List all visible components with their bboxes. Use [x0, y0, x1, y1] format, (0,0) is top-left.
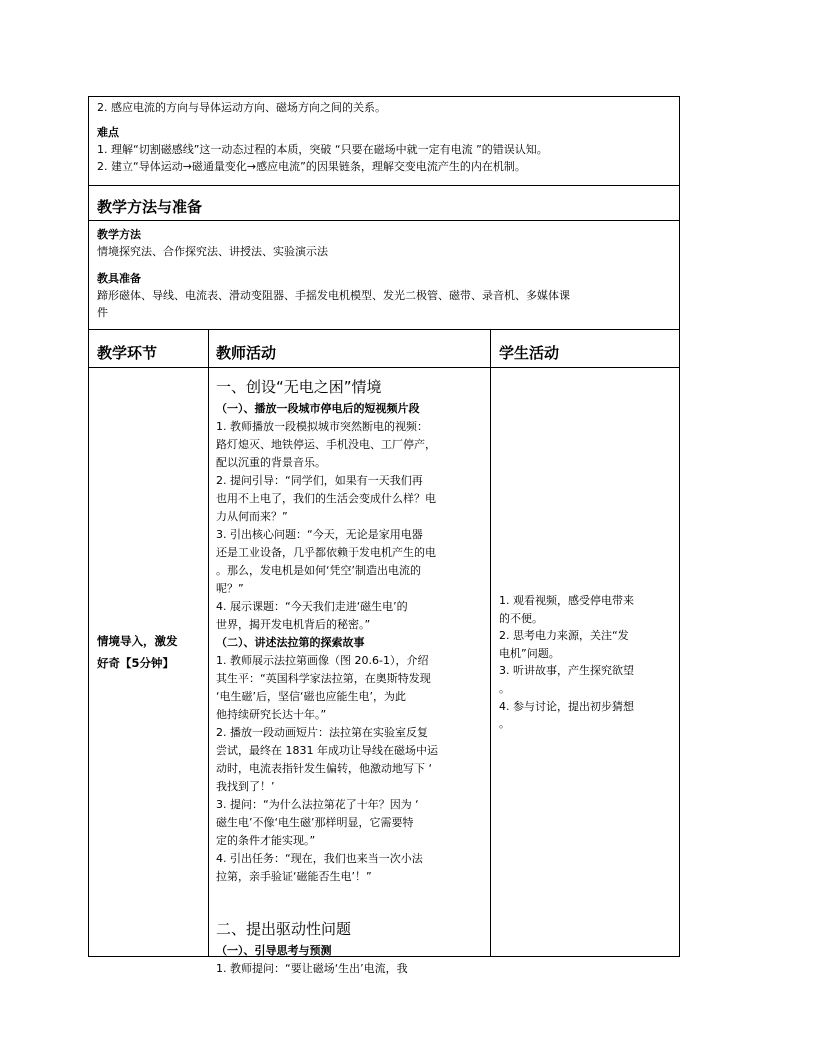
tools-text: 蹄形磁体、导线、电流表、滑动变阻器、手摇发电机模型、发光二极管、磁带、录音机、多媒体课 — [97, 289, 570, 302]
header-student: 学生活动 — [499, 344, 560, 362]
teacher-line: 4. 引出任务：“现在，我们也来当一次小法 — [216, 852, 423, 865]
teacher-line: 2. 提问引导：“同学们，如果有一天我们再 — [216, 474, 423, 487]
difficulty-title: 难点 — [97, 126, 119, 139]
teacher-line: 世界，揭开发电机背后的秘密。” — [216, 618, 371, 631]
teacher-line: 还是工业设备，几乎都依赖于发电机产生的电 — [216, 546, 436, 559]
teacher-line: 尝试，最终在 1831 年成功让导线在磁场中运 — [216, 744, 438, 757]
teacher-line: 2. 播放一段动画短片：法拉第在实验室反复 — [216, 726, 428, 739]
teacher-line: 定的条件才能实现。” — [216, 834, 316, 847]
teacher-line: 配以沉重的背景音乐。 — [216, 456, 326, 469]
teacher-subheading: （二）、讲述法拉第的探索故事 — [216, 636, 365, 649]
student-line: 1. 观看视频，感受停电带来 — [499, 594, 634, 607]
teacher-heading: 一、创设“无电之困”情境 — [216, 378, 382, 396]
teacher-line: 动时，电流表指针发生偏转，他激动地写下 ‘ — [216, 762, 432, 775]
teacher-line: 1. 教师展示法拉第画像（图 20.6-1），介绍 — [216, 654, 429, 667]
tools-title: 教具准备 — [97, 272, 141, 285]
methods-section-title: 教学方法与准备 — [97, 198, 203, 216]
student-line: 2. 思考电力来源，关注“发 — [499, 629, 629, 643]
teacher-line: ‘电生磁’后，坚信‘磁也应能生电’，为此 — [216, 690, 406, 703]
methods-title: 教学方法 — [97, 228, 141, 241]
student-line: 4. 参与讨论，提出初步猜想 — [499, 699, 634, 713]
header-divider — [89, 367, 679, 368]
header-teacher: 教师活动 — [216, 344, 277, 362]
divider — [89, 220, 679, 221]
teacher-line: 力从何而来？” — [216, 510, 288, 523]
student-line: 的不便。 — [499, 611, 543, 625]
header-stage: 教学环节 — [97, 344, 158, 362]
student-line: 3. 听讲故事，产生探究欲望 — [499, 664, 634, 678]
teacher-line: 。那么，发电机是如何‘凭空’制造出电流的 — [216, 564, 421, 577]
tools-text-cont: 件 — [97, 306, 108, 319]
teaching-process-table — [88, 329, 680, 975]
methods-text: 情境探究法、合作探究法、讲授法、实验演示法 — [97, 245, 328, 258]
teacher-line: 1. 教师提问：“要让磁场‘生出’电流，我 — [216, 962, 408, 975]
teacher-line: 磁生电’不像‘电生磁’那样明显，它需要特 — [216, 816, 414, 829]
difficulty-item: 2. 建立“导体运动→磁通量变化→感应电流”的因果链条，理解交变电流产生的内在机制。 — [97, 160, 526, 173]
teacher-subheading: （一）、引导思考与预测 — [216, 944, 332, 957]
teacher-line: 3. 提问：“为什么法拉第花了十年？因为 ‘ — [216, 798, 419, 811]
teacher-activity — [216, 374, 486, 978]
column-divider — [490, 330, 491, 956]
stage-label — [97, 630, 201, 674]
teacher-line: 3. 引出核心问题：“今天，无论是家用电器 — [216, 528, 423, 541]
teacher-line: 路灯熄灭、地铁停运、手机没电、工厂停产， — [216, 438, 436, 451]
teacher-line: 也用不上电了，我们的生活会变成什么样？电 — [216, 492, 436, 505]
teacher-line: 拉第，亲手验证‘磁能否生电’！” — [216, 870, 372, 883]
teacher-subheading: （一）、播放一段城市停电后的短视频片段 — [216, 402, 420, 415]
teacher-line: 我找到了！’ — [216, 780, 275, 793]
teacher-line: 他持续研究长达十年。” — [216, 708, 327, 721]
key-point-item: 2. 感应电流的方向与导体运动方向、磁场方向之间的关系。 — [97, 101, 386, 114]
methods-section — [88, 185, 680, 330]
stage-label-line: 情境导入，激发 — [97, 634, 178, 648]
stage-label-line: 好奇【5分钟】 — [97, 656, 175, 670]
student-activity — [499, 592, 675, 733]
methods-body — [97, 226, 673, 321]
key-points-section — [88, 96, 680, 186]
student-line: 。 — [499, 681, 510, 695]
teacher-line: 其生平：“英国科学家法拉第，在奥斯特发现 — [216, 672, 431, 685]
column-divider — [208, 330, 209, 956]
difficulty-item: 1. 理解“切割磁感线”这一动态过程的本质，突破 “只要在磁场中就一定有电流 ”的错误认知。 — [97, 143, 548, 156]
student-line: 。 — [499, 717, 510, 731]
teacher-heading: 二、提出驱动性问题 — [216, 920, 352, 938]
teacher-line: 呢？” — [216, 582, 244, 595]
student-line: 电机”问题。 — [499, 646, 560, 660]
teacher-line: 4. 展示课题：“今天我们走进‘磁生电’的 — [216, 600, 408, 613]
teacher-line: 1. 教师播放一段模拟城市突然断电的视频： — [216, 420, 428, 433]
